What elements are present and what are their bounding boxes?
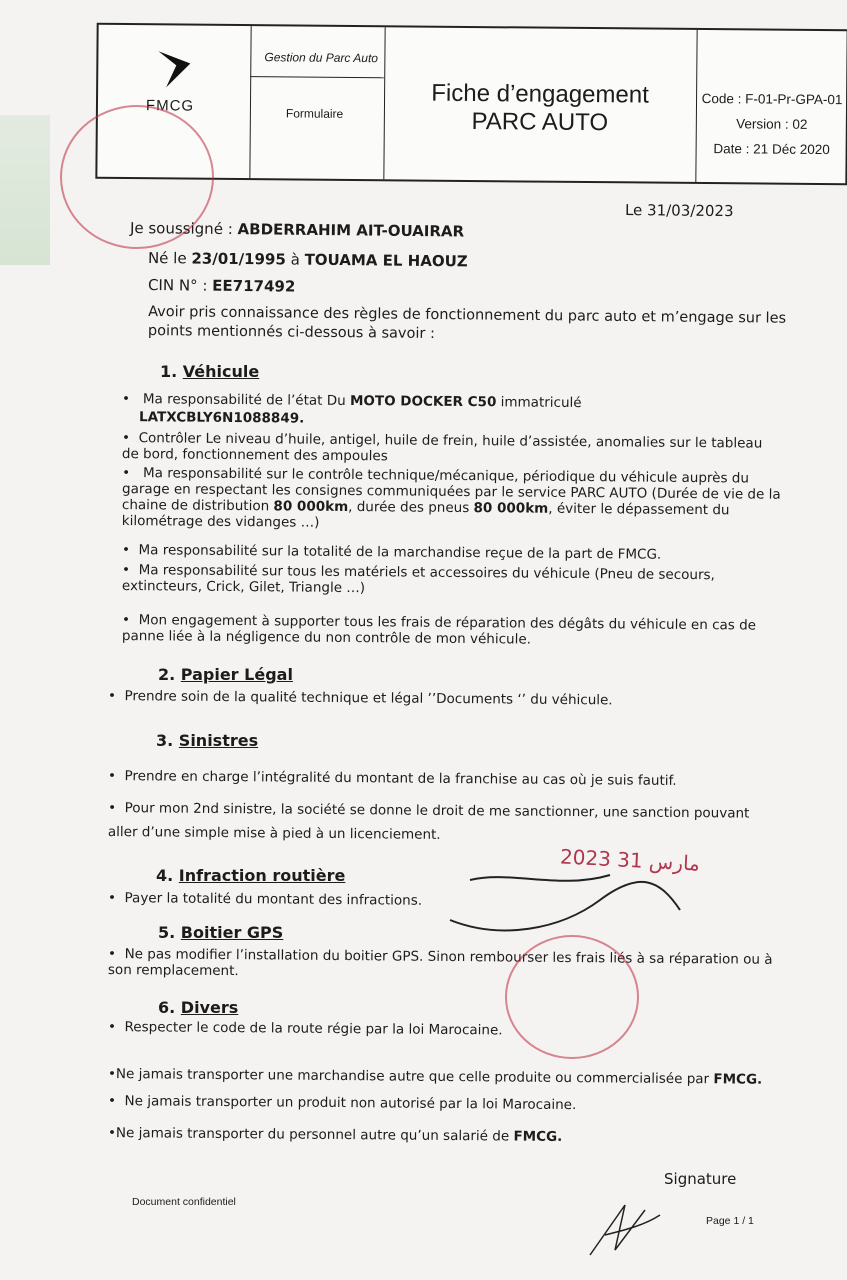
person-name: ABDERRAHIM AIT-OUAIRAR — [237, 220, 465, 241]
list-item: • Ne jamais transporter un produit non autorisé par la loi Marocaine. — [107, 1093, 577, 1114]
fmcg-logo-icon — [156, 49, 192, 89]
list-item: • Ne pas modifier l’installation du boitier GPS. Sinon rembourser les frais liés à sa réparation ou à son remplacement. — [107, 946, 773, 980]
confidential-label: Document confidentiel — [132, 1196, 236, 1208]
doc-code: Code : F-01-Pr-GPA-01 — [701, 91, 843, 108]
doc-meta-cell — [698, 86, 847, 162]
list-item: • Ma responsabilité sur le contrôle technique/mécanique, périodique du véhicule auprès du garage en respectant les consignes communiquées par le service PARC AUTO (Durée de vie de la chaine de distribution 80 000km, durée des pneus 80 000km, éviter le dépassement du kilométrage des vidanges …) — [121, 465, 781, 531]
letter-date: Le 31/03/2023 — [624, 201, 734, 221]
section-4-heading: 4. Infraction routière — [156, 866, 346, 885]
soussigne-line: Je soussigné : ABDERRAHIM AIT-OUAIRAR — [129, 219, 465, 241]
doc-date: Date : 21 Déc 2020 — [713, 141, 830, 158]
list-item: •Ne jamais transporter du personnel autre qu’un salarié de FMCG. — [107, 1125, 563, 1145]
handwritten-date: 2023 مارس 31 — [559, 844, 701, 876]
fiscal-stamp — [0, 115, 50, 265]
section-3-heading: 3. Sinistres — [156, 731, 259, 750]
list-item: • Ma responsabilité de l’état Du MOTO DOCKER C50 immatriculé LATXCBLY6N1088849. — [122, 391, 582, 427]
doc-title-line1: Fiche d’engagement — [431, 79, 649, 109]
list-item: • Payer la totalité du montant des infractions. — [107, 890, 423, 909]
list-item: • Prendre en charge l’intégralité du montant de la franchise au cas où je suis fautif. — [107, 768, 677, 789]
section-5-heading: 5. Boitier GPS — [158, 923, 284, 942]
list-item: • Ma responsabilité sur la totalité de la marchandise reçue de la part de FMCG. — [121, 542, 662, 563]
company-logo-text: FMCG — [145, 97, 195, 115]
list-item: • Respecter le code de la route régie par la loi Marocaine. — [107, 1019, 503, 1039]
department-label: Gestion du Parc Auto — [264, 50, 379, 66]
list-item: • Pour mon 2nd sinistre, la société se donne le droit de me sanctionner, une sanction pouvant aller d’une simple mise à pied à un licenciement. — [107, 800, 750, 843]
signature-stamp — [505, 935, 639, 1059]
doc-type-label: Formulaire — [285, 106, 344, 121]
title-cell — [383, 27, 697, 182]
list-item: • Mon engagement à supporter tous les frais de réparation des dégâts du véhicule en cas de panne liée à la négligence du non contrôle de mon véhicule. — [121, 612, 757, 648]
doc-version: Version : 02 — [736, 116, 808, 132]
list-item: • Contrôler Le niveau d’huile, antigel, huile de frein, huile d’assistée, anomalies sur le tableau de bord, fonctionnement des ampoules — [121, 430, 763, 465]
list-item: •Ne jamais transporter une marchandise autre que celle produite ou commercialisée par FMCG. — [107, 1066, 763, 1088]
department-cell — [249, 26, 385, 179]
list-item: • Prendre soin de la qualité technique et légal ’’Documents ‘’ du véhicule. — [107, 688, 613, 709]
section-6-heading: 6. Divers — [158, 998, 239, 1017]
doc-title-line2: PARC AUTO — [471, 107, 609, 137]
signature-label: Signature — [664, 1170, 737, 1188]
birth-line: Né le 23/01/1995 à TOUAMA EL HAOUZ — [147, 249, 468, 271]
bottom-signature — [585, 1195, 665, 1270]
section-1-heading: 1. Véhicule — [160, 362, 260, 381]
handwritten-signature — [440, 860, 690, 950]
list-item: • Ma responsabilité sur tous les matériels et accessoires du véhicule (Pneu de secours, extincteurs, Crick, Gilet, Triangle …) — [121, 562, 715, 597]
page-number: Page 1 / 1 — [706, 1215, 754, 1227]
cin-line: CIN N° : EE717492 — [147, 276, 296, 296]
statement-text: Avoir pris connaissance des règles de fonctionnement du parc auto et m’engage sur les points mentionnés ci-dessous à savoir : — [147, 304, 787, 343]
section-2-heading: 2. Papier Légal — [158, 665, 293, 684]
